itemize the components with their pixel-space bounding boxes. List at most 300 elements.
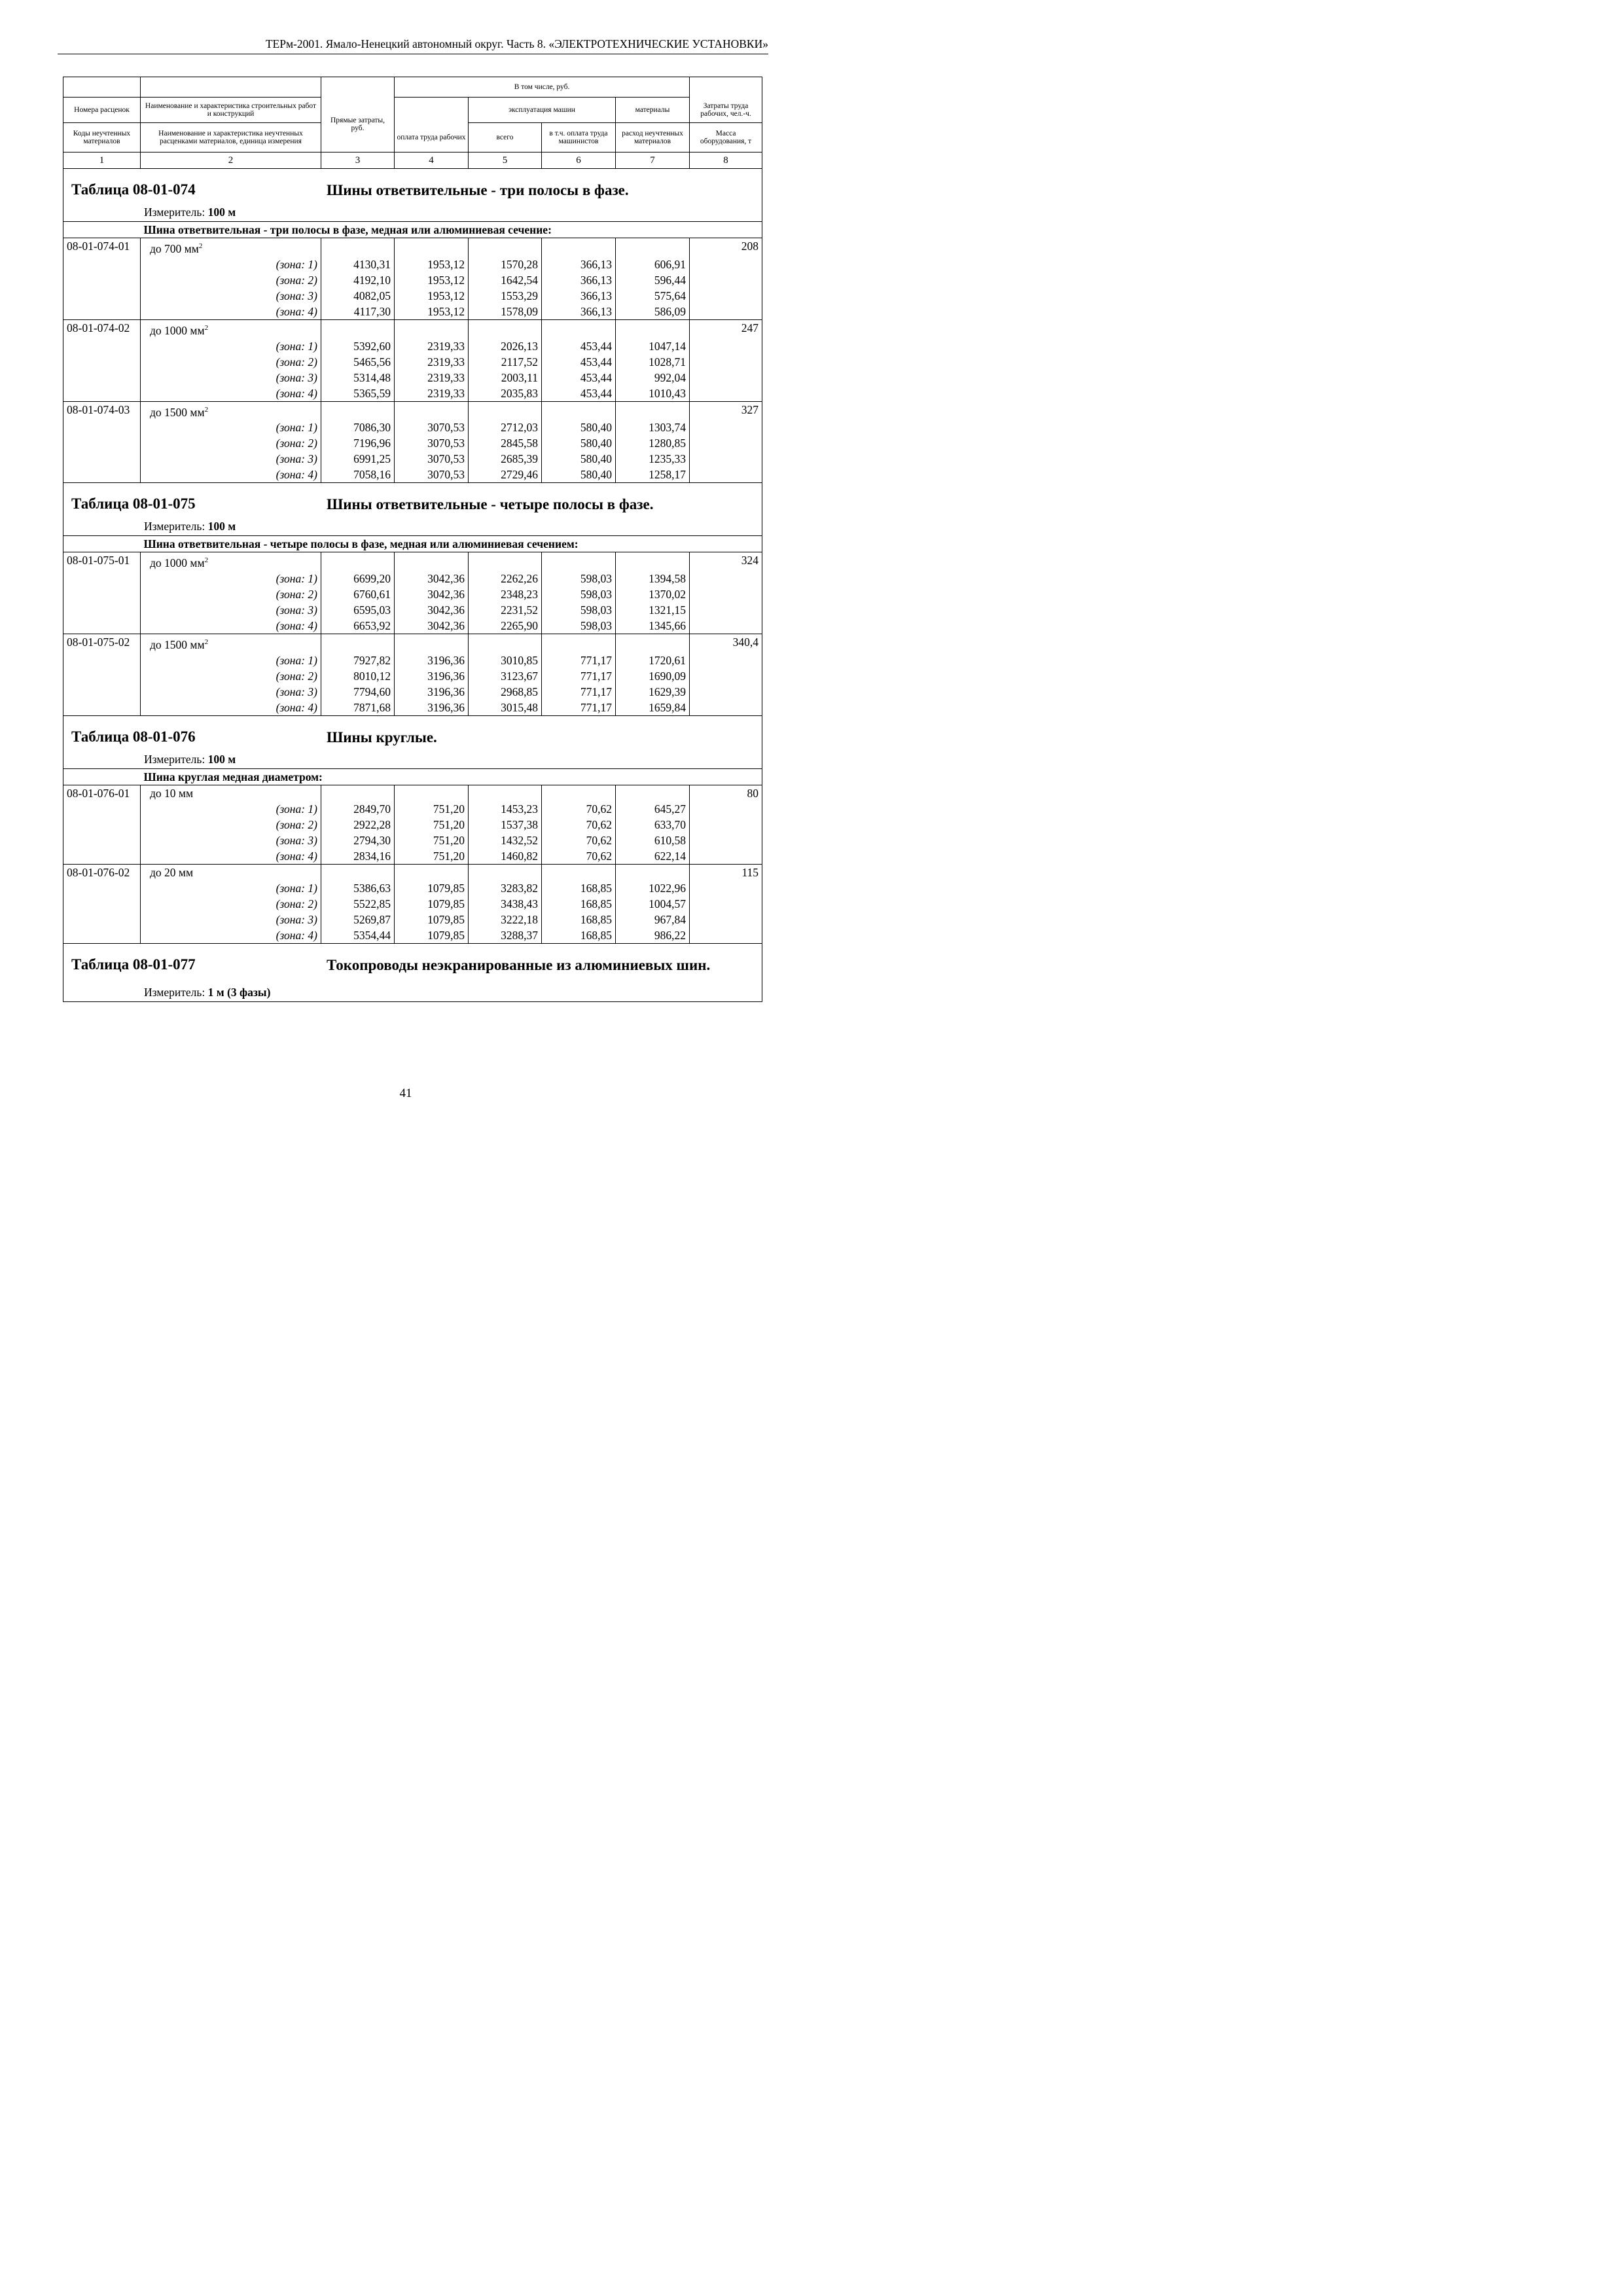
item-desc-cell <box>141 238 321 257</box>
zone-row <box>63 304 762 320</box>
zone-label: (зона: 3) <box>141 288 321 304</box>
zone-row <box>63 848 762 865</box>
operator-wage: 771,17 <box>542 668 616 684</box>
materials-cost: 992,04 <box>616 370 690 386</box>
direct-cost: 5269,87 <box>321 912 395 927</box>
machine-cost: 2968,85 <box>469 684 542 700</box>
materials-cost: 1235,33 <box>616 451 690 467</box>
table-title-row <box>63 169 762 222</box>
item-row <box>63 238 762 257</box>
machine-cost: 1642,54 <box>469 272 542 288</box>
table-title-row <box>63 483 762 536</box>
machine-cost: 2003,11 <box>469 370 542 386</box>
operator-wage: 771,17 <box>542 684 616 700</box>
materials-cost: 1370,02 <box>616 586 690 602</box>
zone-row <box>63 801 762 817</box>
col-num: 4 <box>395 152 469 169</box>
direct-cost: 5314,48 <box>321 370 395 386</box>
col-head-2a: Наименование и характеристика строительных работ и конструкций <box>141 98 321 123</box>
item-row <box>63 634 762 653</box>
labor-cost: 208 <box>690 238 762 320</box>
zone-label: (зона: 1) <box>141 801 321 817</box>
zone-row <box>63 602 762 618</box>
worker-wage: 3070,53 <box>395 420 469 435</box>
operator-wage: 771,17 <box>542 653 616 668</box>
table-number: Таблица 08-01-076 <box>71 728 196 745</box>
group-title: Шина ответвительная - три полосы в фазе, медная или алюминиевая сечение: <box>141 222 762 238</box>
machine-cost: 2712,03 <box>469 420 542 435</box>
table-caption <box>63 944 762 1001</box>
worker-wage: 1953,12 <box>395 257 469 272</box>
worker-wage: 3196,36 <box>395 700 469 716</box>
machine-cost: 1432,52 <box>469 833 542 848</box>
operator-wage: 580,40 <box>542 467 616 483</box>
item-desc: до 1500 мм <box>150 638 205 652</box>
item-desc-sup: 2 <box>204 405 209 414</box>
machine-cost: 2685,39 <box>469 451 542 467</box>
col-num: 1 <box>63 152 141 169</box>
worker-wage: 3042,36 <box>395 618 469 634</box>
item-code: 08-01-074-02 <box>63 319 141 401</box>
machine-cost: 2348,23 <box>469 586 542 602</box>
machine-cost: 1460,82 <box>469 848 542 865</box>
zone-label: (зона: 4) <box>141 927 321 944</box>
direct-cost: 5465,56 <box>321 354 395 370</box>
direct-cost: 2922,28 <box>321 817 395 833</box>
item-desc: до 20 мм <box>150 866 194 880</box>
col-head-mach: эксплуатация машин <box>469 98 616 123</box>
page-number: 41 <box>399 1086 412 1100</box>
operator-wage: 598,03 <box>542 586 616 602</box>
measure-value: 1 м (3 фазы) <box>207 986 271 999</box>
materials-cost: 1047,14 <box>616 338 690 354</box>
operator-wage: 70,62 <box>542 833 616 848</box>
col-head-6: в т.ч. оплата труда машинистов <box>542 123 616 152</box>
direct-cost: 2834,16 <box>321 848 395 865</box>
materials-cost: 1629,39 <box>616 684 690 700</box>
measure-unit <box>144 751 236 767</box>
machine-cost: 1553,29 <box>469 288 542 304</box>
zone-row <box>63 338 762 354</box>
machine-cost: 1453,23 <box>469 801 542 817</box>
materials-cost: 967,84 <box>616 912 690 927</box>
zone-row <box>63 571 762 586</box>
zone-row <box>63 880 762 896</box>
zone-row <box>63 833 762 848</box>
materials-cost: 1720,61 <box>616 653 690 668</box>
col-num: 2 <box>141 152 321 169</box>
zone-label: (зона: 3) <box>141 912 321 927</box>
machine-cost: 1578,09 <box>469 304 542 320</box>
materials-cost: 1028,71 <box>616 354 690 370</box>
direct-cost: 4082,05 <box>321 288 395 304</box>
item-code: 08-01-075-01 <box>63 552 141 634</box>
machine-cost: 1570,28 <box>469 257 542 272</box>
zone-row <box>63 817 762 833</box>
zone-row <box>63 684 762 700</box>
zone-label: (зона: 4) <box>141 700 321 716</box>
zone-row <box>63 386 762 402</box>
direct-cost: 6595,03 <box>321 602 395 618</box>
item-desc: до 700 мм <box>150 242 199 255</box>
col-num: 3 <box>321 152 395 169</box>
direct-cost: 6699,20 <box>321 571 395 586</box>
col-num: 6 <box>542 152 616 169</box>
zone-row <box>63 668 762 684</box>
item-desc-cell <box>141 865 321 881</box>
col-head-4: оплата труда рабочих <box>395 123 469 152</box>
zone-label: (зона: 4) <box>141 848 321 865</box>
item-desc-sup: 2 <box>204 323 209 332</box>
zone-label: (зона: 2) <box>141 586 321 602</box>
machine-cost: 2845,58 <box>469 435 542 451</box>
worker-wage: 751,20 <box>395 801 469 817</box>
zone-row <box>63 420 762 435</box>
item-desc-cell <box>141 552 321 571</box>
zone-row <box>63 354 762 370</box>
item-code: 08-01-076-01 <box>63 785 141 865</box>
zone-label: (зона: 4) <box>141 618 321 634</box>
item-desc: до 1500 мм <box>150 405 205 419</box>
worker-wage: 3042,36 <box>395 586 469 602</box>
worker-wage: 2319,33 <box>395 354 469 370</box>
table-title-row <box>63 716 762 769</box>
worker-wage: 751,20 <box>395 848 469 865</box>
operator-wage: 453,44 <box>542 370 616 386</box>
table-number: Таблица 08-01-074 <box>71 181 196 198</box>
col-head-2b: Наименование и характеристика неучтенных расценками материалов, единица измерения <box>141 123 321 152</box>
measure-label: Измеритель: <box>144 753 205 766</box>
worker-wage: 3196,36 <box>395 684 469 700</box>
materials-cost: 586,09 <box>616 304 690 320</box>
item-row <box>63 319 762 338</box>
worker-wage: 3196,36 <box>395 653 469 668</box>
item-desc-cell <box>141 785 321 802</box>
item-desc: до 1000 мм <box>150 556 205 570</box>
materials-cost: 645,27 <box>616 801 690 817</box>
item-row <box>63 552 762 571</box>
operator-wage: 70,62 <box>542 801 616 817</box>
materials-cost: 633,70 <box>616 817 690 833</box>
zone-label: (зона: 2) <box>141 435 321 451</box>
col-head-5: всего <box>469 123 542 152</box>
labor-cost: 115 <box>690 865 762 944</box>
worker-wage: 751,20 <box>395 833 469 848</box>
measure-label: Измеритель: <box>144 986 205 999</box>
direct-cost: 2849,70 <box>321 801 395 817</box>
operator-wage: 598,03 <box>542 618 616 634</box>
column-number-row <box>63 152 762 169</box>
zone-label: (зона: 2) <box>141 354 321 370</box>
zone-label: (зона: 3) <box>141 833 321 848</box>
zone-row <box>63 700 762 716</box>
operator-wage: 70,62 <box>542 848 616 865</box>
materials-cost: 606,91 <box>616 257 690 272</box>
zone-row <box>63 467 762 483</box>
direct-cost: 5386,63 <box>321 880 395 896</box>
worker-wage: 1079,85 <box>395 880 469 896</box>
machine-cost: 3015,48 <box>469 700 542 716</box>
item-row <box>63 785 762 802</box>
zone-row <box>63 451 762 467</box>
worker-wage: 3042,36 <box>395 602 469 618</box>
col-head-incl: В том числе, руб. <box>395 77 690 98</box>
group-title: Шина ответвительная - четыре полосы в фазе, медная или алюминиевая сечением: <box>141 536 762 552</box>
zone-row <box>63 896 762 912</box>
running-header: ТЕРм-2001. Ямало-Ненецкий автономный округ. Часть 8. «ЭЛЕКТРОТЕХНИЧЕСКИЕ УСТАНОВКИ» <box>58 37 768 54</box>
materials-cost: 1394,58 <box>616 571 690 586</box>
zone-label: (зона: 1) <box>141 420 321 435</box>
operator-wage: 580,40 <box>542 435 616 451</box>
direct-cost: 7058,16 <box>321 467 395 483</box>
worker-wage: 2319,33 <box>395 338 469 354</box>
direct-cost: 7794,60 <box>321 684 395 700</box>
operator-wage: 168,85 <box>542 927 616 944</box>
worker-wage: 751,20 <box>395 817 469 833</box>
zone-label: (зона: 3) <box>141 370 321 386</box>
direct-cost: 5522,85 <box>321 896 395 912</box>
direct-cost: 4130,31 <box>321 257 395 272</box>
item-desc-sup: 2 <box>204 638 209 647</box>
operator-wage: 580,40 <box>542 420 616 435</box>
col-head-8a: Затраты труда рабочих, чел.-ч. <box>690 98 762 123</box>
operator-wage: 580,40 <box>542 451 616 467</box>
item-code: 08-01-074-01 <box>63 238 141 320</box>
operator-wage: 70,62 <box>542 817 616 833</box>
item-desc: до 10 мм <box>150 787 194 800</box>
machine-cost: 2729,46 <box>469 467 542 483</box>
col-num: 5 <box>469 152 542 169</box>
item-code: 08-01-075-02 <box>63 634 141 716</box>
measure-label: Измеритель: <box>144 206 205 219</box>
worker-wage: 1953,12 <box>395 272 469 288</box>
operator-wage: 598,03 <box>542 571 616 586</box>
machine-cost: 2117,52 <box>469 354 542 370</box>
table-title-row <box>63 944 762 1002</box>
col-head-3: Прямые затраты, руб. <box>321 98 395 152</box>
zone-row <box>63 257 762 272</box>
col-num: 8 <box>690 152 762 169</box>
machine-cost: 2231,52 <box>469 602 542 618</box>
col-head-1a: Номера расценок <box>63 98 141 123</box>
operator-wage: 598,03 <box>542 602 616 618</box>
zone-label: (зона: 4) <box>141 386 321 402</box>
item-desc: до 1000 мм <box>150 323 205 337</box>
zone-label: (зона: 3) <box>141 684 321 700</box>
operator-wage: 453,44 <box>542 338 616 354</box>
col-head-8b: Масса оборудования, т <box>690 123 762 152</box>
machine-cost: 2262,26 <box>469 571 542 586</box>
header-row-1 <box>63 77 762 98</box>
operator-wage: 168,85 <box>542 912 616 927</box>
col-head-mat: материалы <box>616 98 690 123</box>
measure-label: Измеритель: <box>144 520 205 533</box>
zone-row <box>63 927 762 944</box>
operator-wage: 453,44 <box>542 386 616 402</box>
labor-cost: 247 <box>690 319 762 401</box>
worker-wage: 1079,85 <box>395 896 469 912</box>
table-caption <box>63 716 762 768</box>
zone-label: (зона: 3) <box>141 602 321 618</box>
machine-cost: 2026,13 <box>469 338 542 354</box>
direct-cost: 8010,12 <box>321 668 395 684</box>
direct-cost: 5365,59 <box>321 386 395 402</box>
zone-label: (зона: 2) <box>141 272 321 288</box>
materials-cost: 1303,74 <box>616 420 690 435</box>
direct-cost: 5392,60 <box>321 338 395 354</box>
zone-row <box>63 653 762 668</box>
machine-cost: 3010,85 <box>469 653 542 668</box>
worker-wage: 1079,85 <box>395 912 469 927</box>
measure-value: 100 м <box>207 753 236 766</box>
zone-row <box>63 435 762 451</box>
zone-label: (зона: 2) <box>141 817 321 833</box>
col-num: 7 <box>616 152 690 169</box>
materials-cost: 1280,85 <box>616 435 690 451</box>
item-desc-cell <box>141 634 321 653</box>
materials-cost: 596,44 <box>616 272 690 288</box>
zone-label: (зона: 1) <box>141 257 321 272</box>
measure-value: 100 м <box>207 206 236 219</box>
materials-cost: 1659,84 <box>616 700 690 716</box>
machine-cost: 2265,90 <box>469 618 542 634</box>
direct-cost: 6760,61 <box>321 586 395 602</box>
labor-cost: 340,4 <box>690 634 762 716</box>
machine-cost: 3222,18 <box>469 912 542 927</box>
zone-label: (зона: 4) <box>141 467 321 483</box>
item-desc-sup: 2 <box>198 242 203 250</box>
operator-wage: 366,13 <box>542 257 616 272</box>
materials-cost: 1022,96 <box>616 880 690 896</box>
direct-cost: 7927,82 <box>321 653 395 668</box>
group-row <box>63 769 762 785</box>
direct-cost: 4117,30 <box>321 304 395 320</box>
direct-cost: 4192,10 <box>321 272 395 288</box>
table-number: Таблица 08-01-077 <box>71 956 196 973</box>
materials-cost: 1004,57 <box>616 896 690 912</box>
zone-row <box>63 370 762 386</box>
table-number: Таблица 08-01-075 <box>71 495 196 512</box>
table-caption <box>63 169 762 221</box>
item-desc-sup: 2 <box>204 556 209 565</box>
zone-label: (зона: 1) <box>141 653 321 668</box>
col-head-1b: Коды неучтенных материалов <box>63 123 141 152</box>
machine-cost: 3283,82 <box>469 880 542 896</box>
item-desc-cell <box>141 319 321 338</box>
direct-cost: 7196,96 <box>321 435 395 451</box>
machine-cost: 3288,37 <box>469 927 542 944</box>
direct-cost: 6653,92 <box>321 618 395 634</box>
zone-label: (зона: 4) <box>141 304 321 320</box>
item-desc-cell <box>141 401 321 420</box>
operator-wage: 366,13 <box>542 272 616 288</box>
table-name: Шины круглые. <box>327 729 437 746</box>
measure-unit <box>144 518 236 534</box>
machine-cost: 2035,83 <box>469 386 542 402</box>
labor-cost: 80 <box>690 785 762 865</box>
header-row-2 <box>63 98 762 123</box>
zone-row <box>63 912 762 927</box>
materials-cost: 1690,09 <box>616 668 690 684</box>
labor-cost: 327 <box>690 401 762 483</box>
zone-label: (зона: 1) <box>141 571 321 586</box>
worker-wage: 1079,85 <box>395 927 469 944</box>
machine-cost: 1537,38 <box>469 817 542 833</box>
zone-row <box>63 586 762 602</box>
materials-cost: 622,14 <box>616 848 690 865</box>
worker-wage: 3070,53 <box>395 435 469 451</box>
item-code: 08-01-074-03 <box>63 401 141 483</box>
worker-wage: 3196,36 <box>395 668 469 684</box>
direct-cost: 7086,30 <box>321 420 395 435</box>
operator-wage: 771,17 <box>542 700 616 716</box>
operator-wage: 366,13 <box>542 288 616 304</box>
direct-cost: 2794,30 <box>321 833 395 848</box>
materials-cost: 575,64 <box>616 288 690 304</box>
direct-cost: 7871,68 <box>321 700 395 716</box>
operator-wage: 453,44 <box>542 354 616 370</box>
worker-wage: 1953,12 <box>395 288 469 304</box>
worker-wage: 2319,33 <box>395 370 469 386</box>
worker-wage: 2319,33 <box>395 386 469 402</box>
zone-row <box>63 288 762 304</box>
operator-wage: 168,85 <box>542 880 616 896</box>
group-title: Шина круглая медная диаметром: <box>141 769 762 785</box>
zone-label: (зона: 3) <box>141 451 321 467</box>
materials-cost: 610,58 <box>616 833 690 848</box>
table-name: Шины ответвительные - три полосы в фазе. <box>327 182 629 198</box>
measure-unit <box>144 984 270 1000</box>
machine-cost: 3438,43 <box>469 896 542 912</box>
materials-cost: 1321,15 <box>616 602 690 618</box>
materials-cost: 1345,66 <box>616 618 690 634</box>
materials-cost: 1010,43 <box>616 386 690 402</box>
worker-wage: 1953,12 <box>395 304 469 320</box>
machine-cost: 3123,67 <box>469 668 542 684</box>
zone-label: (зона: 2) <box>141 668 321 684</box>
item-row <box>63 865 762 881</box>
direct-cost: 5354,44 <box>321 927 395 944</box>
header-row-3 <box>63 123 762 152</box>
operator-wage: 366,13 <box>542 304 616 320</box>
worker-wage: 3070,53 <box>395 451 469 467</box>
price-table <box>63 77 762 1002</box>
measure-value: 100 м <box>207 520 236 533</box>
zone-row <box>63 272 762 288</box>
table-body <box>63 77 762 1002</box>
table-name: Токопроводы неэкранированные из алюминиевых шин. <box>327 957 711 974</box>
item-code: 08-01-076-02 <box>63 865 141 944</box>
direct-cost: 6991,25 <box>321 451 395 467</box>
worker-wage: 3070,53 <box>395 467 469 483</box>
worker-wage: 3042,36 <box>395 571 469 586</box>
materials-cost: 1258,17 <box>616 467 690 483</box>
operator-wage: 168,85 <box>542 896 616 912</box>
table-caption <box>63 483 762 535</box>
zone-label: (зона: 1) <box>141 338 321 354</box>
item-row <box>63 401 762 420</box>
zone-row <box>63 618 762 634</box>
measure-unit <box>144 204 236 220</box>
zone-label: (зона: 2) <box>141 896 321 912</box>
zone-label: (зона: 1) <box>141 880 321 896</box>
table-name: Шины ответвительные - четыре полосы в фазе. <box>327 496 654 513</box>
group-row <box>63 222 762 238</box>
col-head-7: расход неучтенных материалов <box>616 123 690 152</box>
labor-cost: 324 <box>690 552 762 634</box>
materials-cost: 986,22 <box>616 927 690 944</box>
group-row <box>63 536 762 552</box>
